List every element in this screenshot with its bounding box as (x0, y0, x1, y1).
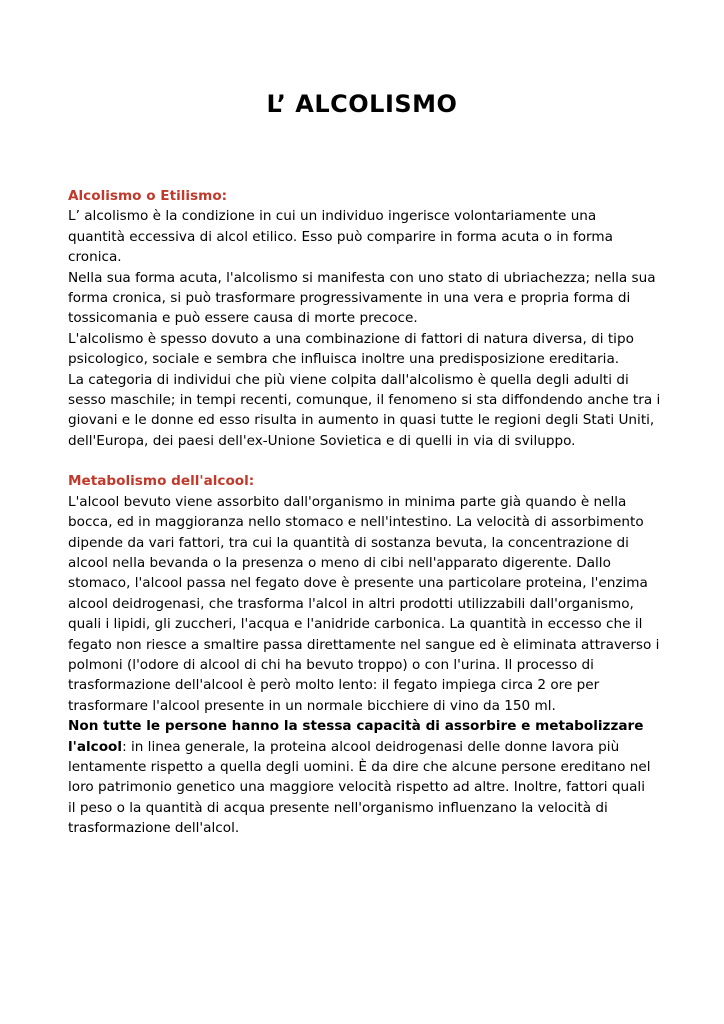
section-heading-metabolismo: Metabolismo dell'alcool: (68, 473, 255, 490)
paragraph-line: La categoria di individui che più viene colpita dall'alcolismo è quella degli adulti di (68, 371, 629, 388)
paragraph-line: sesso maschile; in tempi recenti, comunque, il fenomeno si sta diffondendo anche tra i (68, 391, 661, 408)
paragraph-line: Nella sua forma acuta, l'alcolismo si manifesta con uno stato di ubriachezza; nella sua (68, 269, 656, 286)
paragraph-line: stomaco, l'alcool passa nel fegato dove è presente una particolare proteina, l'enzima (68, 575, 648, 592)
paragraph-line: dipende da vari fattori, tra cui la quantità di sostanza bevuta, la concentrazione di (68, 534, 629, 551)
document-body (68, 186, 660, 839)
paragraph-line: alcool deidrogenasi, che trasforma l'alcol in altri prodotti utilizzabili dall'organismo, (68, 595, 634, 612)
page-title: L’ ALCOLISMO (266, 90, 458, 118)
paragraph-line: loro patrimonio genetico una maggiore velocità rispetto ad altre. Inoltre, fattori quali (68, 779, 645, 796)
paragraph-text: : in linea generale, la proteina alcool deidrogenasi delle donne lavora più (122, 738, 620, 755)
emphasis-text: l'alcool (68, 738, 123, 755)
paragraph-line: trasformazione dell'alcol. (68, 820, 240, 837)
paragraph-line: il peso o la quantità di acqua presente nell'organismo influenzano la velocità di (68, 799, 608, 816)
paragraph-line: giovani e le donne ed esso risulta in aumento in quasi tutte le regioni degli Stati Uniti, (68, 412, 655, 429)
paragraph-line: L'alcolismo è spesso dovuto a una combinazione di fattori di natura diversa, di tipo (68, 330, 634, 347)
section-spacer (68, 451, 660, 471)
emphasis-line: Non tutte le persone hanno la stessa capacità di assorbire e metabolizzare (68, 718, 644, 735)
section-heading-alcolismo: Alcolismo o Etilismo: (68, 188, 228, 204)
paragraph-line: forma cronica, si può trasformare progressivamente in una vera e propria forma di (68, 289, 631, 306)
paragraph-line: quali i lipidi, gli zuccheri, l'acqua e l'anidride carbonica. La quantità in eccesso che il (68, 616, 643, 633)
mixed-emphasis-line (68, 737, 660, 757)
paragraph-line: trasformazione dell'alcool è però molto lento: il fegato impiega circa 2 ore per (68, 677, 600, 694)
paragraph-line: tossicomania e può essere causa di morte precoce. (68, 310, 418, 327)
paragraph-line: dell'Europa, dei paesi dell'ex-Unione Sovietica e di quelli in via di sviluppo. (68, 432, 576, 449)
paragraph-line: trasformare l'alcool presente in un normale bicchiere di vino da 150 ml. (68, 697, 556, 714)
paragraph-line: cronica. (68, 249, 122, 266)
paragraph-line: lentamente rispetto a quella degli uomini. È da dire che alcune persone ereditano nel (68, 758, 651, 775)
paragraph-line: L'alcool bevuto viene assorbito dall'organismo in minima parte già quando è nella (68, 493, 627, 510)
paragraph-line: quantità eccessiva di alcol etilico. Esso può comparire in forma acuta o in forma (68, 228, 613, 245)
paragraph-line: L’ alcolismo è la condizione in cui un individuo ingerisce volontariamente una (68, 208, 597, 225)
paragraph-line: psicologico, sociale e sembra che influisca inoltre una predisposizione ereditaria. (68, 351, 620, 368)
paragraph-line: polmoni (l'odore di alcool di chi ha bevuto troppo) o con l'urina. Il processo di (68, 656, 594, 673)
paragraph-line: alcool nella bevanda o la presenza o meno di cibi nell'apparato digerente. Dallo (68, 555, 611, 572)
paragraph-line: fegato non riesce a smaltire passa direttamente nel sangue ed è eliminata attraverso i (68, 636, 660, 653)
paragraph-line: bocca, ed in maggioranza nello stomaco e nell'intestino. La velocità di assorbimento (68, 514, 644, 531)
